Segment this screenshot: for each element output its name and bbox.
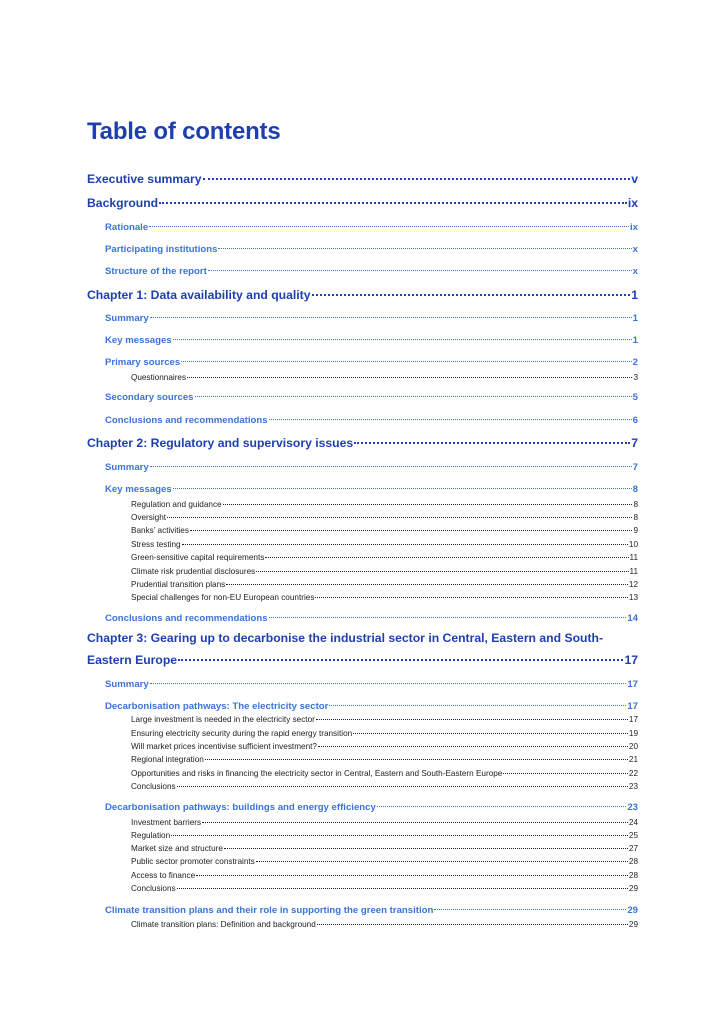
toc-entry-page-number: x — [632, 266, 638, 277]
dot-leader — [182, 544, 628, 545]
dot-leader — [269, 617, 627, 618]
toc-entry-page-number: v — [631, 172, 638, 186]
toc-chapter-entry[interactable] — [87, 196, 638, 210]
toc-entry-page-number: 17 — [624, 653, 638, 667]
dot-leader — [317, 924, 628, 925]
toc-entry-page-number: 8 — [632, 484, 638, 495]
toc-entry-page-number: 20 — [628, 742, 638, 751]
toc-entry-label: Climate transition plans: Definition and background — [131, 920, 316, 929]
dot-leader — [354, 442, 630, 444]
dot-leader — [178, 659, 623, 661]
dot-leader — [181, 361, 631, 362]
toc-subsection-entry[interactable] — [87, 871, 638, 880]
dot-leader — [177, 786, 628, 787]
toc-entry-label: Chapter 3: Gearing up to decarbonise the industrial sector in Central, Eastern and South- — [87, 631, 604, 645]
toc-entry-page-number: 2 — [632, 357, 638, 368]
toc-entry-page-number: 9 — [633, 526, 638, 535]
toc-entry-page-number: 10 — [628, 540, 638, 549]
toc-subsection-entry[interactable] — [87, 920, 638, 929]
toc-section-entry[interactable] — [87, 462, 638, 473]
dot-leader — [329, 705, 626, 706]
toc-entry-label: Chapter 1: Data availability and quality — [87, 288, 311, 302]
toc-chapter-entry[interactable] — [87, 288, 638, 302]
toc-entry-label: Primary sources — [105, 357, 181, 368]
toc-entry-label: Conclusions and recommendations — [105, 613, 268, 624]
toc-entry-label-continued: Eastern Europe — [87, 653, 178, 667]
toc-entry-page-number: 7 — [632, 462, 638, 473]
toc-entry-page-number: 13 — [628, 593, 638, 602]
toc-entry-label: Stress testing — [131, 540, 181, 549]
toc-entry-label: Prudential transition plans — [131, 580, 226, 589]
toc-section-entry[interactable] — [87, 905, 638, 916]
toc-entry-page-number: 27 — [628, 844, 638, 853]
toc-entry-page-number: 1 — [632, 313, 638, 324]
toc-entry-page-number: x — [632, 244, 638, 255]
toc-entry-label: Decarbonisation pathways: buildings and energy efficiency — [105, 802, 376, 813]
dot-leader — [377, 806, 627, 807]
toc-entry-label: Chapter 2: Regulatory and supervisory issues — [87, 436, 354, 450]
toc-subsection-entry[interactable] — [87, 831, 638, 840]
toc-section-entry[interactable] — [87, 415, 638, 426]
toc-entry-label: Special challenges for non-EU European countries — [131, 593, 315, 602]
dot-leader — [190, 530, 632, 531]
toc-entry-page-number: 28 — [628, 857, 638, 866]
toc-entry-label: Key messages — [105, 335, 172, 346]
toc-entry-label: Will market prices incentivise sufficient investment? — [131, 742, 317, 751]
toc-entry-page-number: 14 — [627, 613, 638, 624]
dot-leader — [205, 759, 628, 760]
toc-entry-page-number: 17 — [627, 679, 638, 690]
toc-entry-page-number: 19 — [628, 729, 638, 738]
dot-leader — [173, 339, 632, 340]
toc-section-entry[interactable] — [87, 244, 638, 255]
dot-leader — [203, 178, 631, 180]
toc-entry-label: Conclusions and recommendations — [105, 415, 268, 426]
toc-entry-page-number: 29 — [628, 884, 638, 893]
dot-leader — [312, 294, 631, 296]
dot-leader — [150, 466, 632, 467]
toc-entry-page-number: 1 — [632, 335, 638, 346]
toc-entry-page-number: 6 — [632, 415, 638, 426]
toc-entry-label: Decarbonisation pathways: The electricity sector — [105, 701, 329, 712]
dot-leader — [316, 719, 628, 720]
toc-entry-label: Executive summary — [87, 172, 202, 186]
toc-subsection-entry[interactable] — [87, 567, 638, 576]
toc-subsection-entry[interactable] — [87, 884, 638, 893]
toc-entry-label: Investment barriers — [131, 818, 202, 827]
toc-entry-label: Key messages — [105, 484, 172, 495]
toc-section-entry[interactable] — [87, 679, 638, 690]
dot-leader — [269, 419, 632, 420]
toc-entry-label: Green-sensitive capital requirements — [131, 553, 265, 562]
toc-entry-label: Summary — [105, 313, 149, 324]
toc-entry-label: Climate transition plans and their role in supporting the green transition — [105, 905, 434, 916]
toc-entry-label: Summary — [105, 462, 149, 473]
toc-entry-page-number: 22 — [628, 769, 638, 778]
dot-leader — [353, 733, 628, 734]
toc-entry-label: Summary — [105, 679, 149, 690]
toc-section-entry[interactable] — [87, 484, 638, 495]
toc-entry-label: Banks’ activities — [131, 526, 189, 535]
toc-entry-label: Questionnaires — [131, 373, 187, 382]
toc-entry-page-number: 11 — [629, 567, 638, 576]
toc-entry-label: Structure of the report — [105, 266, 207, 277]
dot-leader — [256, 571, 628, 572]
dot-leader — [434, 909, 626, 910]
toc-entry-label: Conclusions — [131, 782, 176, 791]
toc-entry-page-number: 28 — [628, 871, 638, 880]
toc-entry-label: Opportunities and risks in financing the electricity sector in Central, Eastern and South-Eastern Europe — [131, 769, 503, 778]
toc-entry-page-number: 17 — [628, 715, 638, 724]
dot-leader — [150, 683, 627, 684]
toc-entry-page-number: 12 — [628, 580, 638, 589]
toc-entry-page-number: 21 — [628, 755, 638, 764]
dot-leader — [171, 835, 628, 836]
toc-entry-page-number: ix — [629, 222, 638, 233]
toc-entry-label: Regulation and guidance — [131, 500, 222, 509]
dot-leader — [318, 746, 628, 747]
toc-section-entry[interactable] — [87, 357, 638, 368]
toc-section-entry[interactable] — [87, 613, 638, 624]
dot-leader — [202, 822, 628, 823]
toc-subsection-entry[interactable] — [87, 769, 638, 778]
page-title: Table of contents — [87, 118, 281, 145]
dot-leader — [315, 597, 627, 598]
toc-subsection-entry[interactable] — [87, 593, 638, 602]
toc-entry-label: Rationale — [105, 222, 149, 233]
toc-entry-label: Participating institutions — [105, 244, 218, 255]
toc-section-entry[interactable] — [87, 313, 638, 324]
toc-entry-label: Climate risk prudential disclosures — [131, 567, 256, 576]
toc-entry-page-number: 3 — [633, 373, 638, 382]
toc-entry-page-number: 23 — [628, 782, 638, 791]
toc-entry-page-number: 29 — [628, 920, 638, 929]
toc-subsection-entry[interactable] — [87, 553, 638, 562]
toc-entry-page-number: 29 — [627, 905, 638, 916]
toc-entry-label: Market size and structure — [131, 844, 223, 853]
toc-subsection-entry[interactable] — [87, 818, 638, 827]
toc-entry-label: Background — [87, 196, 159, 210]
toc-entry-label: Conclusions — [131, 884, 176, 893]
toc-subsection-entry[interactable] — [87, 857, 638, 866]
toc-section-entry[interactable] — [87, 701, 638, 712]
toc-entry-page-number: 8 — [633, 500, 638, 509]
toc-subsection-entry[interactable] — [87, 513, 638, 522]
toc-entry-label: Public sector promoter constraints — [131, 857, 255, 866]
dot-leader — [149, 226, 629, 227]
toc-entry-label: Access to finance — [131, 871, 196, 880]
toc-subsection-entry[interactable] — [87, 755, 638, 764]
dot-leader — [208, 270, 632, 271]
dot-leader — [173, 488, 632, 489]
toc-entry-page-number: 8 — [633, 513, 638, 522]
toc-subsection-entry[interactable] — [87, 500, 638, 509]
toc-subsection-entry[interactable] — [87, 540, 638, 549]
toc-subsection-entry[interactable] — [87, 373, 638, 382]
toc-entry-label: Large investment is needed in the electricity sector — [131, 715, 315, 724]
toc-entry-label: Secondary sources — [105, 392, 194, 403]
dot-leader — [167, 517, 632, 518]
toc-subsection-entry[interactable] — [87, 742, 638, 751]
toc-entry-page-number: 23 — [627, 802, 638, 813]
toc-entry-label: Ensuring electricity security during the rapid energy transition — [131, 729, 353, 738]
toc-chapter-entry[interactable] — [87, 627, 638, 671]
toc-section-entry[interactable] — [87, 222, 638, 233]
toc-section-entry[interactable] — [87, 392, 638, 403]
dot-leader — [218, 248, 631, 249]
dot-leader — [150, 317, 632, 318]
toc-entry-page-number: 1 — [631, 288, 638, 302]
toc-subsection-entry[interactable] — [87, 526, 638, 535]
toc-section-entry[interactable] — [87, 335, 638, 346]
dot-leader — [159, 202, 627, 204]
toc-entry-page-number: ix — [627, 196, 638, 210]
dot-leader — [224, 848, 628, 849]
toc-subsection-entry[interactable] — [87, 729, 638, 738]
toc-subsection-entry[interactable] — [87, 715, 638, 724]
dot-leader — [196, 875, 628, 876]
toc-entry-label: Oversight — [131, 513, 167, 522]
dot-leader — [256, 861, 628, 862]
toc-entry-page-number: 24 — [628, 818, 638, 827]
toc-entry-page-number: 5 — [632, 392, 638, 403]
toc-entry-label: Regulation — [131, 831, 171, 840]
dot-leader — [195, 396, 632, 397]
dot-leader — [223, 504, 633, 505]
dot-leader — [177, 888, 628, 889]
toc-section-entry[interactable] — [87, 802, 638, 813]
toc-subsection-entry[interactable] — [87, 580, 638, 589]
toc-section-entry[interactable] — [87, 266, 638, 277]
toc-entry-page-number: 7 — [631, 436, 638, 450]
dot-leader — [503, 773, 628, 774]
toc-subsection-entry[interactable] — [87, 844, 638, 853]
toc-entry-page-number: 11 — [629, 553, 638, 562]
toc-chapter-entry[interactable] — [87, 436, 638, 450]
toc-chapter-entry[interactable] — [87, 172, 638, 186]
toc-subsection-entry[interactable] — [87, 782, 638, 791]
dot-leader — [187, 377, 632, 378]
dot-leader — [265, 557, 628, 558]
toc-entry-page-number: 17 — [627, 701, 638, 712]
dot-leader — [226, 584, 628, 585]
toc-entry-page-number: 25 — [628, 831, 638, 840]
toc-entry-label: Regional integration — [131, 755, 204, 764]
